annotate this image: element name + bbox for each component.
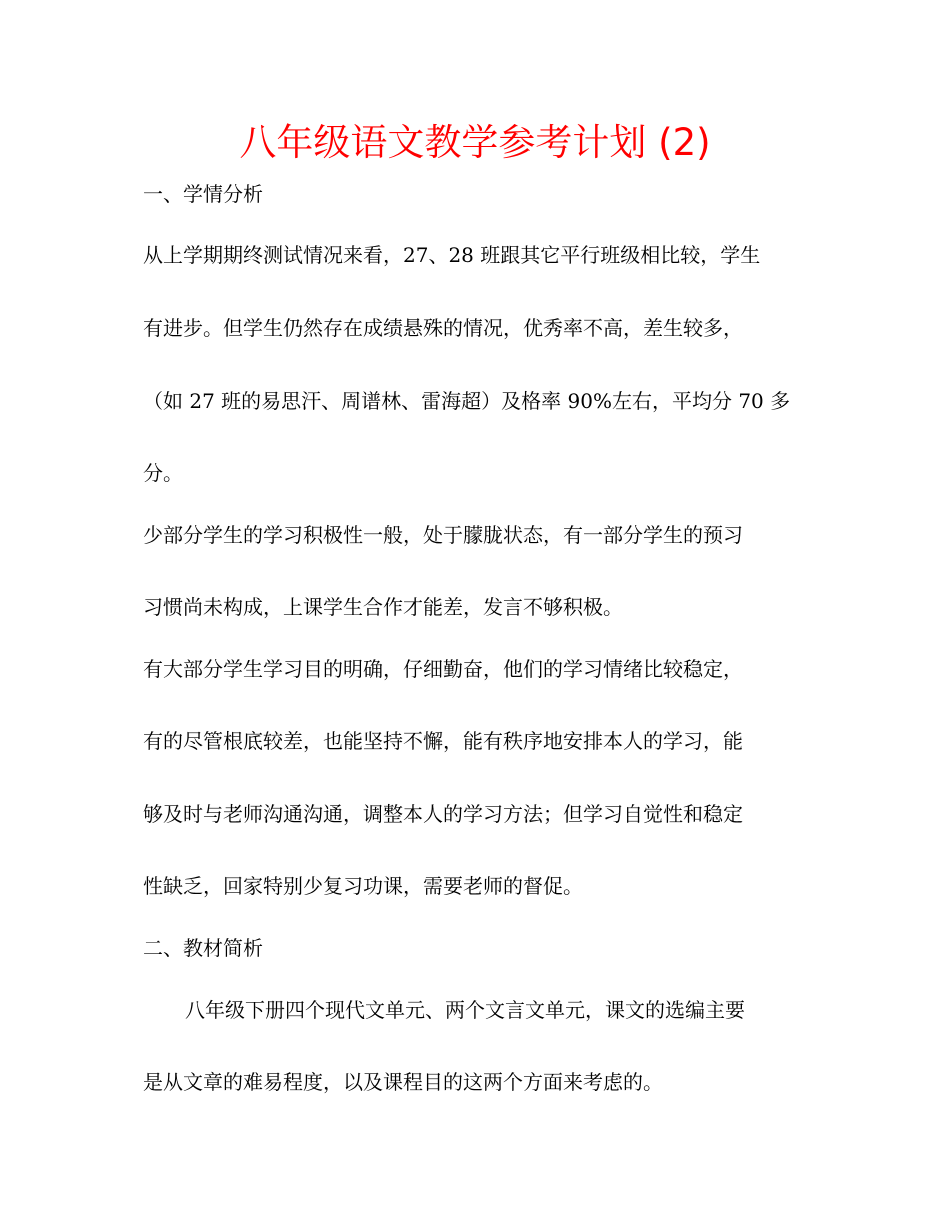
paragraph-line: 分。 [143, 461, 183, 485]
paragraph-line: （如 27 班的易思汗、周谱林、雷海超）及格率 90%左右，平均分 70 多 [143, 389, 791, 413]
paragraph-line: 从上学期期终测试情况来看，27、28 班跟其它平行班级相比较，学生 [143, 243, 761, 267]
paragraph-line: 有进步。但学生仍然存在成绩悬殊的情况，优秀率不高，差生较多， [143, 316, 743, 340]
paragraph-line: 八年级下册四个现代文单元、两个文言文单元，课文的选编主要 [185, 998, 745, 1022]
section-heading-textbook-analysis: 二、教材简析 [143, 936, 263, 960]
section-heading-learning-analysis: 一、学情分析 [143, 182, 263, 206]
paragraph-line: 够及时与老师沟通沟通，调整本人的学习方法；但学习自觉性和稳定 [143, 802, 743, 826]
paragraph-line: 是从文章的难易程度，以及课程目的这两个方面来考虑的。 [143, 1070, 663, 1094]
paragraph-line: 性缺乏，回家特别少复习功课，需要老师的督促。 [143, 874, 583, 898]
paragraph-line: 习惯尚未构成，上课学生合作才能差，发言不够积极。 [143, 595, 623, 619]
paragraph-line: 有的尽管根底较差，也能坚持不懈，能有秩序地安排本人的学习，能 [143, 729, 743, 753]
paragraph-line: 有大部分学生学习目的明确，仔细勤奋，他们的学习情绪比较稳定， [143, 657, 743, 681]
page-title: 八年级语文教学参考计划 (2) [239, 121, 711, 164]
paragraph-line: 少部分学生的学习积极性一般，处于朦胧状态，有一部分学生的预习 [143, 523, 743, 547]
